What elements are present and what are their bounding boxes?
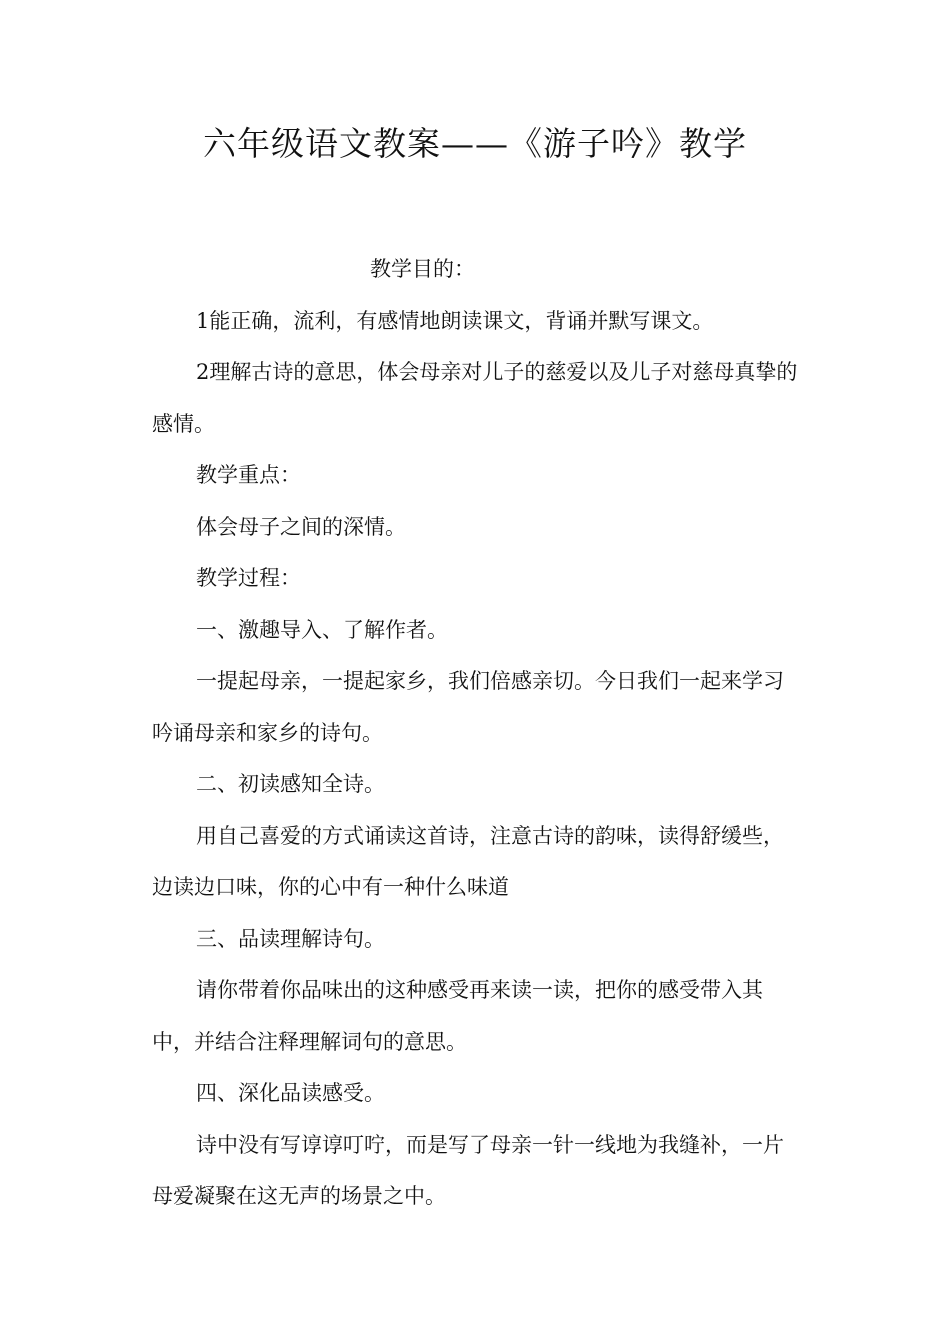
teaching-focus-text: 体会母子之间的深情。	[196, 514, 406, 539]
step-2-heading: 二、初读感知全诗。	[196, 772, 385, 796]
heading-teaching-focus: 教学重点：	[196, 463, 301, 487]
step-2-text: 用自己喜爱的方式诵读这首诗，注意古诗的韵味，读得舒缓些，边读边口味，你的心中有一种什么味道	[152, 823, 784, 899]
goal-item-2: 2理解古诗的意思，体会母亲对儿子的慈爱以及儿子对慈母真挚的感情。	[152, 360, 798, 436]
goal-item-1: 1能正确，流利，有感情地朗读课文，背诵并默写课文。	[196, 308, 714, 333]
document-title: 六年级语文教案——《游子吟》教学	[203, 124, 747, 163]
step-4-text: 诗中没有写谆谆叮咛，而是写了母亲一针一线地为我缝补，一片母爱凝聚在这无声的场景之中。	[152, 1132, 784, 1208]
heading-teaching-goals: 教学目的：	[370, 257, 475, 281]
step-3-heading: 三、品读理解诗句。	[196, 926, 385, 951]
document-body	[152, 244, 802, 1223]
step-3-text: 请你带着你品味出的这种感受再来读一读，把你的感受带入其中，并结合注释理解词句的意思。	[152, 978, 763, 1054]
step-4-heading: 四、深化品读感受。	[196, 1081, 385, 1105]
step-1-text: 一提起母亲，一提起家乡，我们倍感亲切。今日我们一起来学习吟诵母亲和家乡的诗句。	[152, 669, 784, 745]
heading-teaching-process: 教学过程：	[196, 566, 301, 590]
step-1-heading: 一、激趣导入、了解作者。	[196, 617, 448, 642]
